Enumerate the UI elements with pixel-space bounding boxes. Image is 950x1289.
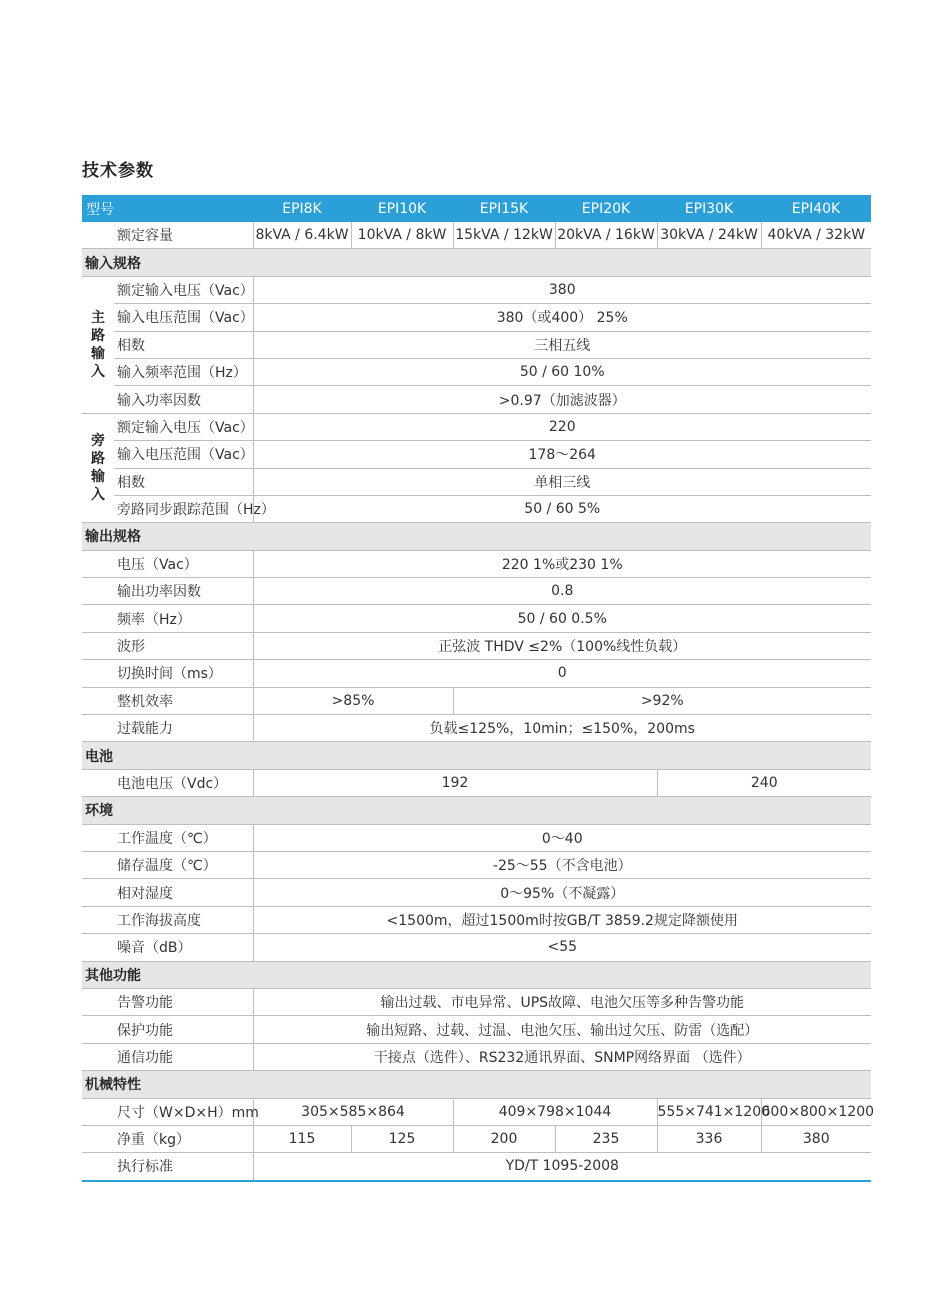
cell-value: <1500m，超过1500m时按GB/T 3859.2规定降额使用: [253, 906, 871, 933]
model-header: EPI30K: [657, 195, 761, 222]
model-header: EPI20K: [555, 195, 657, 222]
table-row: [82, 824, 871, 851]
cell-value: <55: [253, 934, 871, 961]
row-label: 尺寸（W×D×H）mm: [114, 1098, 253, 1125]
table-row: [82, 413, 871, 440]
row-label: 额定输入电压（Vac）: [114, 276, 253, 303]
row-label: 整机效率: [114, 687, 253, 714]
table-row: [82, 1098, 871, 1125]
row-label: 输出功率因数: [114, 578, 253, 605]
cell-value: 干接点（选件）、RS232通讯界面、SNMP网络界面 （选件）: [253, 1043, 871, 1070]
table-row: [82, 550, 871, 577]
cell-value: 555×741×1200: [657, 1098, 761, 1125]
row-label: 电压（Vac）: [114, 550, 253, 577]
row-label: 通信功能: [114, 1043, 253, 1070]
cell-value: 50 / 60 10%: [253, 358, 871, 385]
section-header: 输出规格: [82, 523, 871, 550]
row-label: 额定输入电压（Vac）: [114, 413, 253, 440]
cell-value: 380（或400） 25%: [253, 304, 871, 331]
table-row: [82, 468, 871, 495]
cell-value: -25～55（不含电池）: [253, 851, 871, 878]
table-row: [82, 934, 871, 961]
table-row: [82, 687, 871, 714]
row-label: 净重（kg）: [114, 1125, 253, 1152]
row-label: 频率（Hz）: [114, 605, 253, 632]
cell-value: 40kVA / 32kW: [761, 222, 871, 249]
section-header: 其他功能: [82, 961, 871, 988]
cell-value: 220 1%或230 1%: [253, 550, 871, 577]
cell-value: 380: [761, 1125, 871, 1152]
group-label-bypass-input: 旁 路 输 入: [82, 413, 114, 523]
table-row: [82, 1125, 871, 1152]
cell-value: 220: [253, 413, 871, 440]
cell-value: 178～264: [253, 441, 871, 468]
row-label: 相对湿度: [114, 879, 253, 906]
cell-value: 380: [253, 276, 871, 303]
cell-value: 三相五线: [253, 331, 871, 358]
cell-value: 336: [657, 1125, 761, 1152]
row-label: 波形: [114, 632, 253, 659]
row-label: 相数: [114, 468, 253, 495]
cell-value: 正弦波 THDV ≤2%（100%线性负载）: [253, 632, 871, 659]
cell-value: YD/T 1095-2008: [253, 1153, 871, 1181]
model-header: EPI10K: [351, 195, 453, 222]
table-row: [82, 1043, 871, 1070]
table-row: [82, 988, 871, 1015]
cell-value: 600×800×1200: [761, 1098, 871, 1125]
cell-value: 50 / 60 0.5%: [253, 605, 871, 632]
row-label: 过载能力: [114, 715, 253, 742]
cell-value: 10kVA / 8kW: [351, 222, 453, 249]
table-row: [82, 1153, 871, 1181]
row-label: 电池电压（Vdc）: [114, 769, 253, 796]
table-row: [82, 331, 871, 358]
row-label: 执行标准: [114, 1153, 253, 1181]
cell-value: >85%: [253, 687, 453, 714]
cell-value: 单相三线: [253, 468, 871, 495]
cell-value: 200: [453, 1125, 555, 1152]
row-label: 工作海拔高度: [114, 906, 253, 933]
spec-table: [82, 195, 875, 1182]
cell-value: 0～40: [253, 824, 871, 851]
table-header-row: [82, 195, 871, 222]
model-header: EPI8K: [253, 195, 351, 222]
row-label: 告警功能: [114, 988, 253, 1015]
cell-value: 0: [253, 660, 871, 687]
row-label: 输入功率因数: [114, 386, 253, 413]
table-row: [82, 1016, 871, 1043]
table-row: [82, 769, 871, 796]
table-row: [82, 578, 871, 605]
cell-value: 15kVA / 12kW: [453, 222, 555, 249]
cell-value: 8kVA / 6.4kW: [253, 222, 351, 249]
model-header: EPI15K: [453, 195, 555, 222]
cell-value: 115: [253, 1125, 351, 1152]
table-row: [82, 851, 871, 878]
cell-value: 235: [555, 1125, 657, 1152]
cell-value: 305×585×864: [253, 1098, 453, 1125]
model-header: EPI40K: [761, 195, 871, 222]
table-row: [82, 632, 871, 659]
section-header: 环境: [82, 797, 871, 824]
table-row: [82, 605, 871, 632]
cell-value: 50 / 60 5%: [253, 495, 871, 522]
section-header: 输入规格: [82, 249, 871, 276]
cell-value: 0～95%（不凝露）: [253, 879, 871, 906]
cell-value: >92%: [453, 687, 871, 714]
cell-value: 20kVA / 16kW: [555, 222, 657, 249]
row-label: 输入电压范围（Vac）: [114, 304, 253, 331]
cell-value: >0.97（加滤波器）: [253, 386, 871, 413]
cell-value: 409×798×1044: [453, 1098, 657, 1125]
row-label: 储存温度（℃）: [114, 851, 253, 878]
table-row: [82, 495, 871, 522]
table-row: [82, 276, 871, 303]
cell-value: 240: [657, 769, 871, 796]
section-header: 机械特性: [82, 1071, 871, 1098]
table-row: [82, 660, 871, 687]
table-row: [82, 715, 871, 742]
cell-value: 输出短路、过载、过温、电池欠压、输出过欠压、防雷（选配）: [253, 1016, 871, 1043]
table-row: [82, 358, 871, 385]
cell-value: 192: [253, 769, 657, 796]
group-label-main-input: 主 路 输 入: [82, 276, 114, 413]
table-row: [82, 386, 871, 413]
table-row: [82, 879, 871, 906]
cell-value: 负载≤125%，10min；≤150%，200ms: [253, 715, 871, 742]
cell-value: 125: [351, 1125, 453, 1152]
row-label: 输入电压范围（Vac）: [114, 441, 253, 468]
cell-value: 30kVA / 24kW: [657, 222, 761, 249]
row-label: 噪音（dB）: [114, 934, 253, 961]
page-title: 技术参数: [82, 161, 154, 181]
section-header: 电池: [82, 742, 871, 769]
table-row: [82, 441, 871, 468]
cell-value: 输出过载、市电异常、UPS故障、电池欠压等多种告警功能: [253, 988, 871, 1015]
row-label: 额定容量: [114, 222, 253, 249]
row-label: 输入频率范围（Hz）: [114, 358, 253, 385]
row-label: 工作温度（℃）: [114, 824, 253, 851]
cell-value: 0.8: [253, 578, 871, 605]
row-label: 相数: [114, 331, 253, 358]
table-row: [82, 304, 871, 331]
table-row: [82, 222, 871, 249]
row-label: 保护功能: [114, 1016, 253, 1043]
row-label: 旁路同步跟踪范围（Hz）: [114, 495, 253, 522]
header-model-label: 型号: [82, 195, 253, 222]
row-label: 切换时间（ms）: [114, 660, 253, 687]
table-row: [82, 906, 871, 933]
